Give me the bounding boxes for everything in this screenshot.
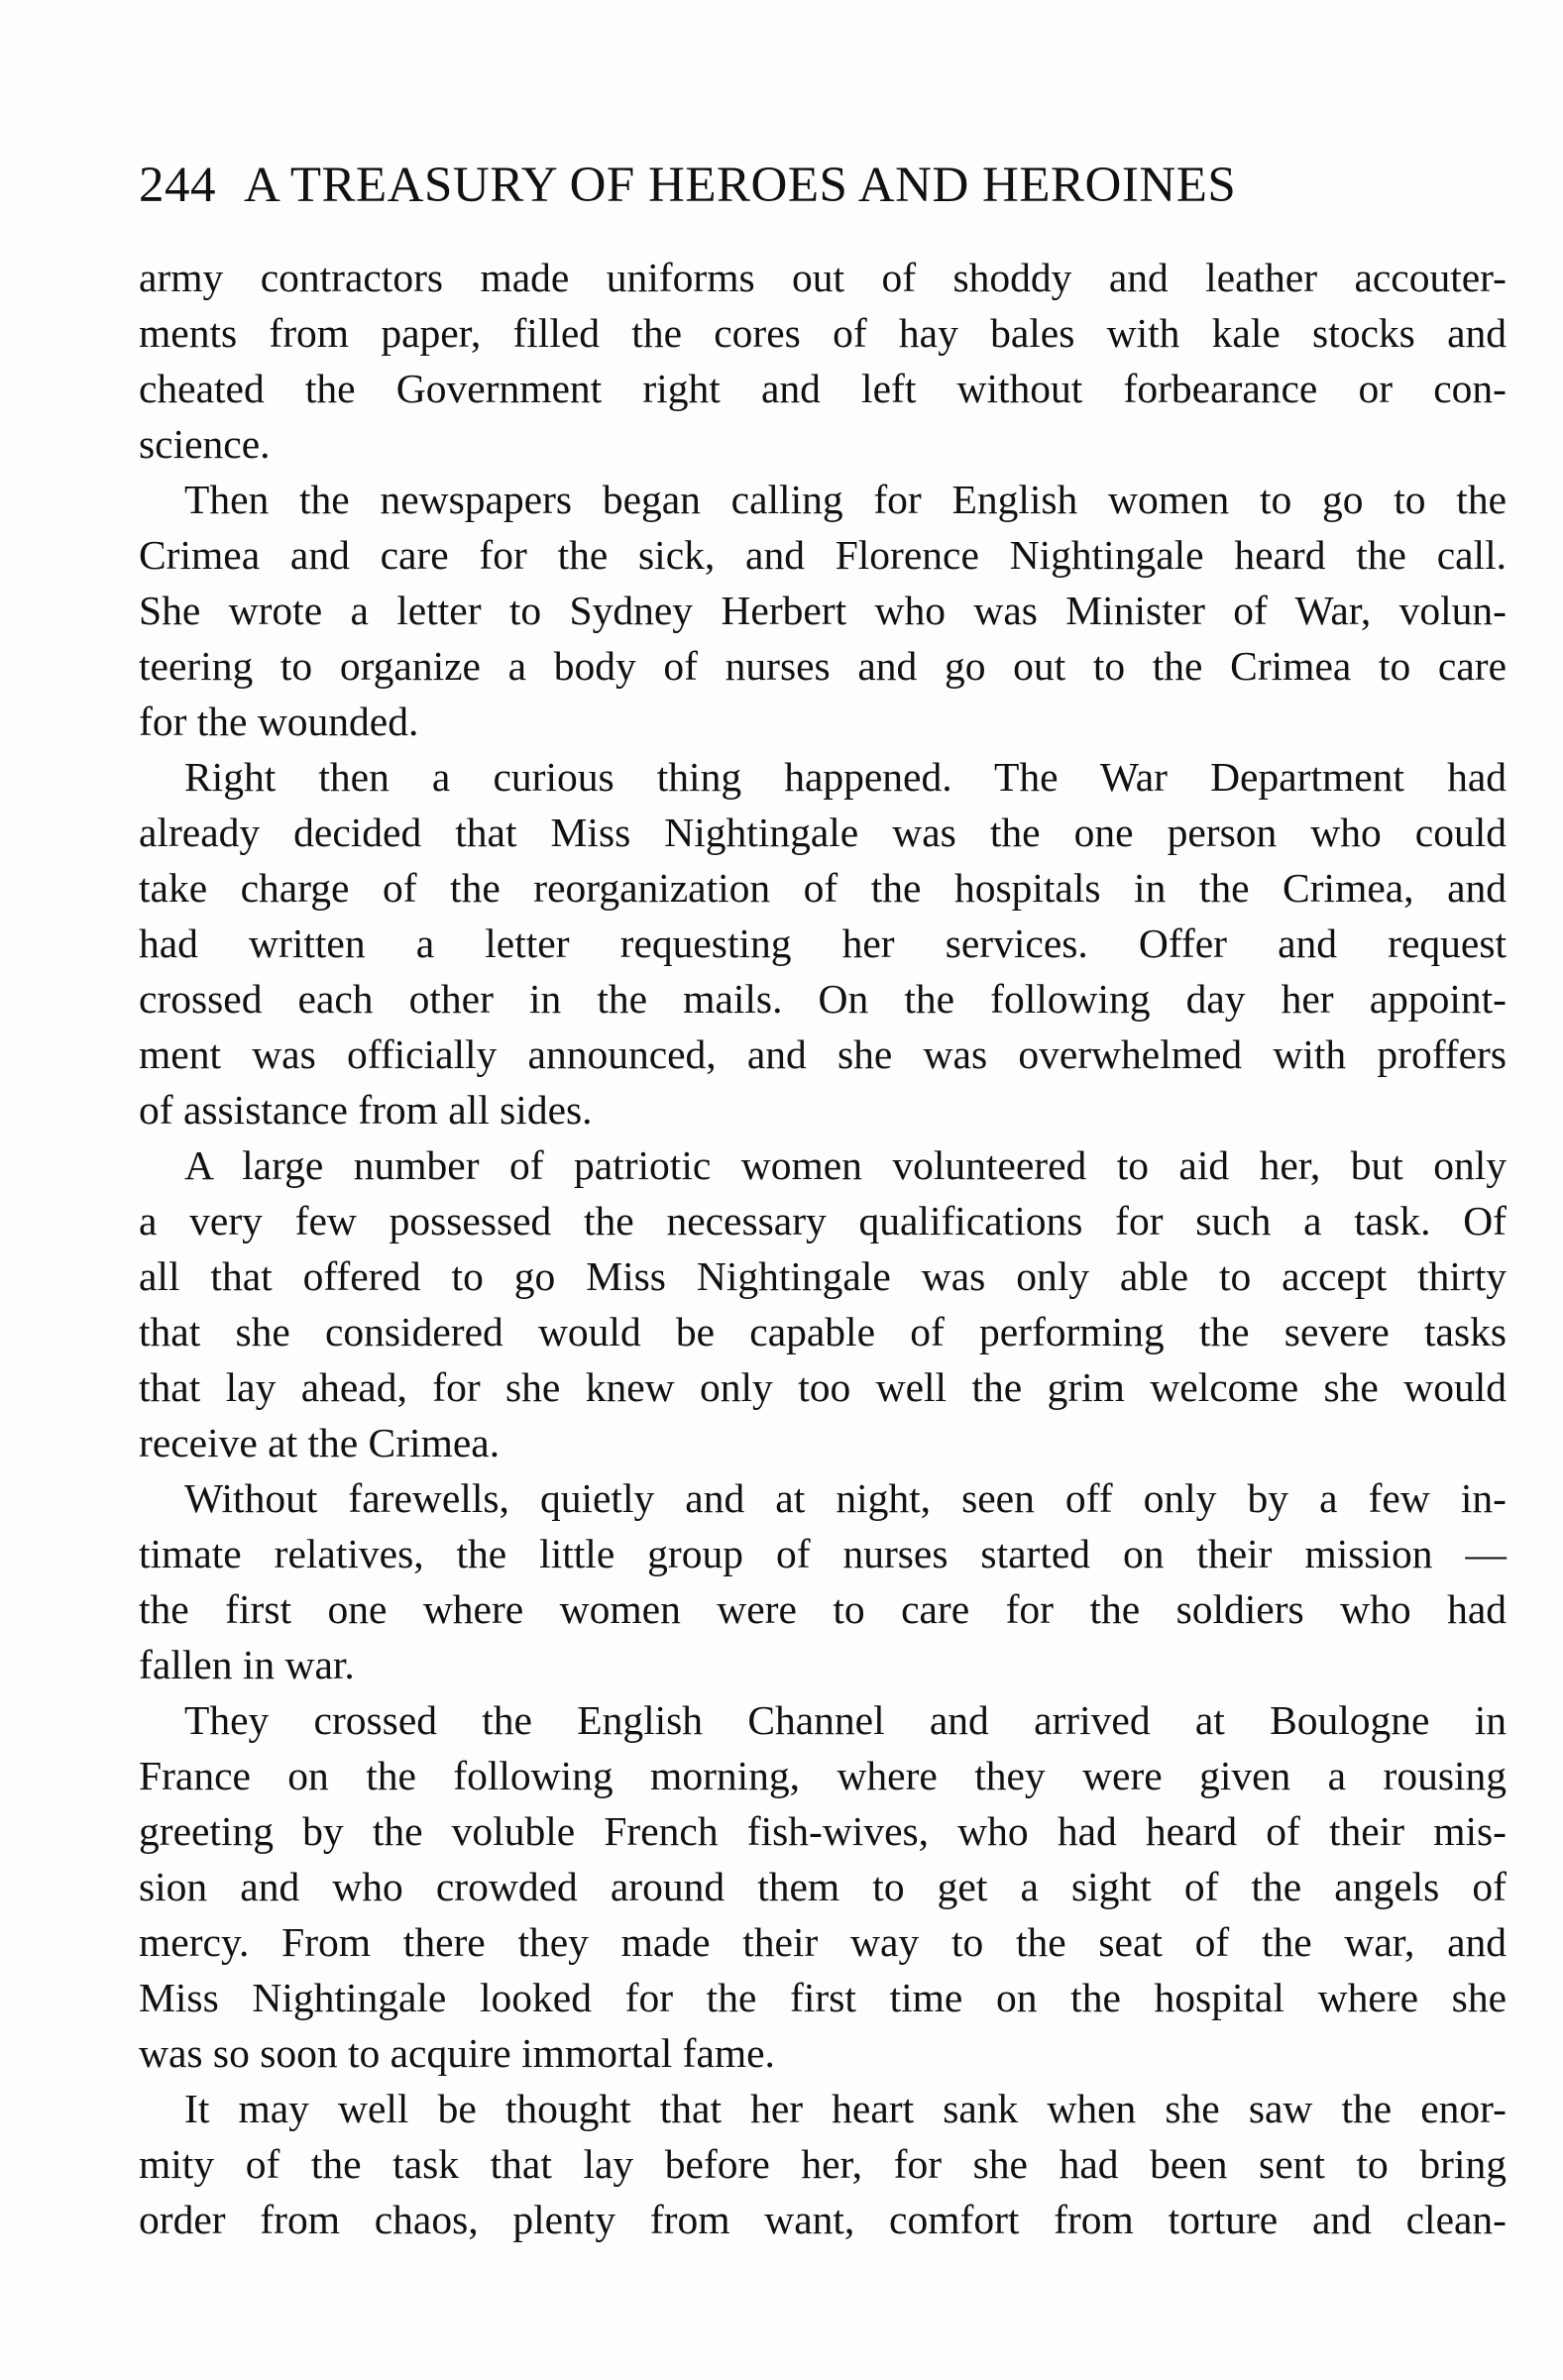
page-number: 244 [139,158,216,213]
text-line: science. [139,421,271,467]
text-line: that she considered would be capable of performing the severe tasks [139,1309,1507,1354]
text-line: order from chaos, plenty from want, comfort from torture and clean- [139,2197,1507,2242]
text-line: mercy. From there they made their way to the seat of the war, and [139,1919,1507,1965]
text-line: teering to organize a body of nurses and go out to the Crimea to care [139,643,1507,689]
text-line: It may well be thought that her heart sank when she saw the enor- [184,2086,1507,2131]
text-line: She wrote a letter to Sydney Herbert who was Minister of War, volun- [139,588,1507,633]
text-line: a very few possessed the necessary qualifications for such a task. Of [139,1198,1507,1244]
text-line: crossed each other in the mails. On the following day her appoint- [139,976,1507,1022]
paragraph [139,472,1507,749]
text-line: greeting by the voluble French fish-wives, who had heard of their mis- [139,1808,1507,1854]
text-line: ment was officially announced, and she was overwhelmed with proffers [139,1031,1507,1077]
book-title: A TREASURY OF HEROES AND HEROINES [244,158,1237,213]
text-line: timate relatives, the little group of nurses started on their mission — [139,1531,1507,1576]
paragraph [139,749,1507,1137]
text-line: Then the newspapers began calling for English women to go to the [184,477,1507,522]
text-line: mity of the task that lay before her, for she had been sent to bring [139,2141,1507,2187]
text-line: A large number of patriotic women volunteered to aid her, but only [184,1142,1507,1188]
running-header [139,157,1507,214]
text-line: cheated the Government right and left without forbearance or con- [139,366,1507,411]
text-line: fallen in war. [139,1642,355,1687]
paragraph [139,1137,1507,1470]
text-line: France on the following morning, where they were given a rousing [139,1753,1507,1798]
text-line: was so soon to acquire immortal fame. [139,2030,775,2076]
text-line: They crossed the English Channel and arrived at Boulogne in [184,1697,1507,1743]
text-line: army contractors made uniforms out of shoddy and leather accouter- [139,255,1507,300]
text-line: Crimea and care for the sick, and Florence Nightingale heard the call. [139,532,1507,578]
paragraph [139,2081,1507,2247]
text-line: already decided that Miss Nightingale was the one person who could [139,810,1507,855]
text-line: Right then a curious thing happened. The War Department had [184,754,1507,800]
text-line: of assistance from all sides. [139,1087,593,1133]
text-line: sion and who crowded around them to get a sight of the angels of [139,1864,1507,1909]
text-line: ments from paper, filled the cores of hay bales with kale stocks and [139,310,1507,356]
text-line: Miss Nightingale looked for the first time on the hospital where she [139,1975,1507,2020]
text-line: all that offered to go Miss Nightingale was only able to accept thirty [139,1253,1507,1299]
text-line: Without farewells, quietly and at night, seen off only by a few in- [184,1475,1507,1521]
paragraph [139,1470,1507,1692]
text-line: that lay ahead, for she knew only too well the grim welcome she would [139,1364,1507,1410]
text-line: receive at the Crimea. [139,1420,501,1465]
paragraph [139,1692,1507,2081]
text-line: for the wounded. [139,699,419,744]
text-line: take charge of the reorganization of the hospitals in the Crimea, and [139,865,1507,911]
text-line: the first one where women were to care for the soldiers who had [139,1586,1507,1632]
paragraph [139,250,1507,472]
body-text [139,250,1507,2247]
text-line: had written a letter requesting her services. Offer and request [139,920,1507,966]
